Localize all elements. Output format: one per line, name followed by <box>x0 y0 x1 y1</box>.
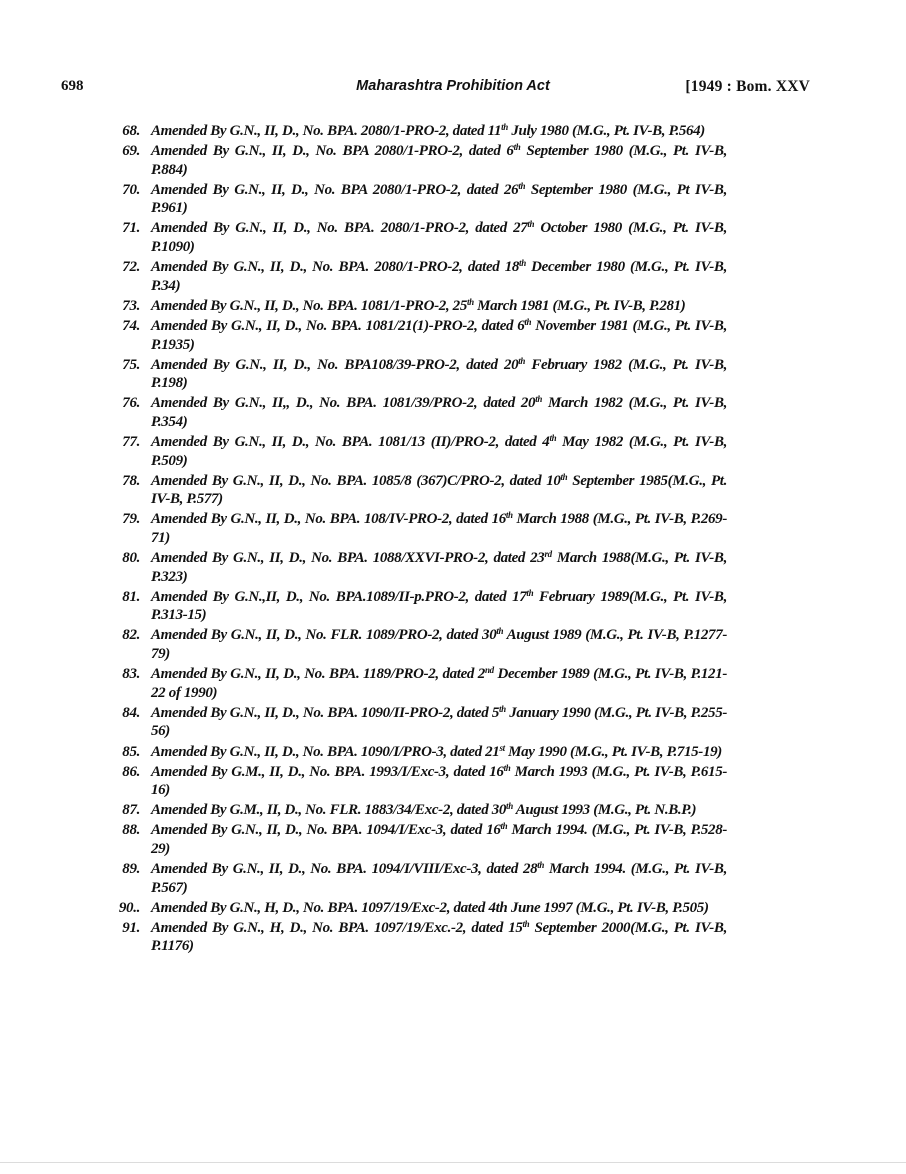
note-number: 91. <box>122 919 140 936</box>
note-text-main: Amended By G.N., II, D., No. FLR. 1089/PRO-2, dated 30 <box>151 627 497 644</box>
ordinal-suffix: th <box>526 587 534 598</box>
note-text <box>151 763 727 800</box>
note-text-main: Amended By G.N., H, D., No. BPA. 1097/19/Exc-2, dated 4th June 1997 (M.G., Pt. IV-B, P.505) <box>151 899 709 916</box>
running-title: Maharashtra Prohibition Act <box>356 78 550 94</box>
note-number: 71. <box>122 220 140 237</box>
note-text <box>151 919 727 956</box>
note-text-main: Amended By G.N., II, D., No. BPA. 1081/21(1)-PRO-2, dated 6 <box>151 317 525 334</box>
amendment-note <box>0 549 906 586</box>
amendment-note <box>0 181 906 218</box>
amendment-note <box>0 142 906 179</box>
note-text-main: Amended By G.N., II, D., No. BPA. 1094/I/VIII/Exc-3, dated 28 <box>151 861 538 878</box>
note-number: 74. <box>122 317 140 334</box>
ordinal-suffix: st <box>499 742 505 753</box>
ordinal-suffix: th <box>537 860 545 871</box>
ordinal-suffix: th <box>513 142 521 153</box>
amendment-note <box>0 743 906 762</box>
ordinal-suffix: th <box>527 219 535 230</box>
note-number: 82. <box>122 627 140 644</box>
note-number: 88. <box>122 822 140 839</box>
ordinal-suffix: th <box>500 821 508 832</box>
note-text-main: Amended By G.N., II, D., No. BPA. 1094/I/Exc-3, dated 16 <box>151 822 501 839</box>
note-text-rest: November 1981 (M.G., Pt. IV-B, P.1935) <box>151 317 727 353</box>
amendment-note <box>0 356 906 393</box>
note-text-rest: March 1982 (M.G., Pt. IV-B, P.354) <box>151 395 727 430</box>
note-text-main: Amended By G.N., II, D., No. BPA. 1085/8 (367)C/PRO-2, dated 10 <box>151 472 561 489</box>
note-number: 83. <box>122 666 140 683</box>
note-text-main: Amended By G.N., II, D., No. BPA. 1081/13 (II)/PRO-2, dated 4 <box>151 434 550 450</box>
note-text <box>151 394 727 431</box>
note-text-main: Amended By G.N., II, D., No. BPA. 2080/1-PRO-2, dated 27 <box>151 220 528 237</box>
note-number: 70. <box>122 181 140 198</box>
ordinal-suffix: th <box>519 258 526 269</box>
note-number: 86. <box>122 763 140 780</box>
note-text-rest: February 1989(M.G., Pt. IV-B, P.313-15) <box>151 588 727 624</box>
page-header <box>0 78 906 102</box>
note-text-rest: September 1980 (M.G., Pt. IV-B, P.884) <box>151 143 727 178</box>
note-number: 85. <box>122 743 140 760</box>
note-number: 84. <box>122 704 140 721</box>
note-text-rest: March 1994. (M.G., Pt. IV-B, P.567) <box>151 861 727 896</box>
amendment-note <box>0 801 906 820</box>
ordinal-suffix: th <box>524 316 532 327</box>
note-text-rest: May 1982 (M.G., Pt. IV-B, P.509) <box>151 434 728 469</box>
act-reference: [1949 : Bom. XXV <box>685 78 810 95</box>
note-text <box>151 743 727 762</box>
note-text-rest: October 1980 (M.G., Pt. IV-B, P.1090) <box>151 220 727 256</box>
amendment-note <box>0 899 906 918</box>
amendment-note <box>0 317 906 354</box>
note-text <box>151 181 727 218</box>
note-text-rest: March 1981 (M.G., Pt. IV-B, P.281) <box>473 297 686 314</box>
ordinal-suffix: th <box>535 394 543 405</box>
note-number: 89. <box>122 861 140 878</box>
page-bottom-edge <box>0 1162 906 1163</box>
amendment-note <box>0 122 906 141</box>
amendment-note <box>0 394 906 431</box>
amendment-note <box>0 919 906 956</box>
amendment-note <box>0 704 906 741</box>
amendment-note <box>0 433 906 470</box>
note-text-main: Amended By G.N., II, D., No. BPA. 2080/1-PRO-2, dated 18 <box>151 259 520 276</box>
note-text-main: Amended By G.N., II,, D., No. BPA. 1081/39/PRO-2, dated 20 <box>151 395 536 412</box>
note-text <box>151 626 727 663</box>
note-number: 76. <box>122 395 140 412</box>
note-number: 69. <box>122 143 140 160</box>
note-text-main: Amended By G.N., II, D., No. BPA. 1090/I/PRO-3, dated 21 <box>151 743 500 760</box>
page-number: 698 <box>61 78 84 94</box>
note-number: 87. <box>122 802 140 819</box>
note-text-main: Amended By G.N., II, D., No. BPA. 1081/1-PRO-2, 25 <box>151 297 467 314</box>
note-text <box>151 588 727 625</box>
note-text-main: Amended By G.N., II, D., No. BPA. 1090/II-PRO-2, dated 5 <box>151 704 499 721</box>
note-text-rest: July 1980 (M.G., Pt. IV-B, P.564) <box>507 123 705 139</box>
note-text-main: Amended By G.N., II, D., No. BPA 2080/1-PRO-2, dated 6 <box>151 143 514 160</box>
note-text-rest: December 1980 (M.G., Pt. IV-B, P.34) <box>151 259 727 294</box>
note-number: 79. <box>122 511 140 528</box>
note-number: 73. <box>122 297 140 314</box>
note-text-main: Amended By G.N.,II, D., No. BPA.1089/II-p.PRO-2, dated 17 <box>151 588 527 605</box>
note-text-main: Amended By G.N., II, D., No. BPA108/39-PRO-2, dated 20 <box>151 356 519 373</box>
note-text <box>151 472 727 509</box>
amendment-note <box>0 626 906 663</box>
note-text <box>151 317 727 354</box>
note-text-rest: March 1988(M.G., Pt. IV-B, P.323) <box>151 550 727 585</box>
note-text <box>151 665 727 702</box>
note-text <box>151 899 727 918</box>
note-text-rest: March 1994. (M.G., Pt. IV-B, P.528-29) <box>151 822 727 857</box>
note-text <box>151 510 727 547</box>
note-text-rest: September 1980 (M.G., Pt IV-B, P.961) <box>151 181 727 217</box>
note-text-rest: May 1990 (M.G., Pt. IV-B, P.715-19) <box>504 743 722 760</box>
ordinal-suffix: th <box>496 626 504 637</box>
note-text-main: Amended By G.N., II, D., No. BPA. 1088/XXVI-PRO-2, dated 23 <box>151 550 545 567</box>
amendment-note <box>0 665 906 702</box>
note-text-rest: February 1982 (M.G., Pt. IV-B, P.198) <box>151 356 728 392</box>
amendment-note <box>0 258 906 295</box>
note-text-rest: September 1985(M.G., Pt. IV-B, P.577) <box>151 472 727 508</box>
note-text <box>151 219 727 256</box>
amendment-note <box>0 821 906 858</box>
ordinal-suffix: th <box>466 296 474 307</box>
note-text-rest: March 1993 (M.G., Pt. IV-B, P.615-16) <box>151 763 727 799</box>
note-number: 72. <box>122 259 140 276</box>
ordinal-suffix: th <box>522 918 530 929</box>
note-text-rest: September 2000(M.G., Pt. IV-B, P.1176) <box>151 919 727 955</box>
note-text <box>151 821 727 858</box>
note-text-main: Amended By G.N., II, D., No. BPA. 1189/PRO-2, dated 2 <box>151 666 485 683</box>
note-number: 80. <box>122 550 140 567</box>
note-text-main: Amended By G.N., II, D., No. BPA. 2080/1-PRO-2, dated 11 <box>151 123 502 139</box>
amendment-note <box>0 472 906 509</box>
note-text <box>151 549 727 586</box>
ordinal-suffix: th <box>501 122 508 132</box>
note-text-rest: December 1989 (M.G., Pt. IV-B, P.121-22 of 1990) <box>151 666 727 701</box>
note-text <box>151 356 727 393</box>
ordinal-suffix: th <box>518 180 526 191</box>
note-number: 75. <box>122 356 140 373</box>
note-number: 77. <box>122 434 140 450</box>
ordinal-suffix: th <box>506 801 513 812</box>
note-text <box>151 704 727 741</box>
note-text <box>151 297 727 316</box>
note-number: 68. <box>122 123 140 139</box>
ordinal-suffix: th <box>518 355 526 366</box>
note-number: 81. <box>122 588 140 605</box>
note-text-main: Amended By G.M., II, D., No. BPA. 1993/I/Exc-3, dated 16 <box>151 763 504 780</box>
note-number: 78. <box>122 472 140 489</box>
note-text <box>151 142 727 179</box>
note-text-main: Amended By G.M., II, D., No. FLR. 1883/34/Exc-2, dated 30 <box>151 802 507 819</box>
note-text <box>151 860 727 897</box>
amendment-notes-list <box>0 122 906 958</box>
ordinal-suffix: nd <box>484 665 494 676</box>
amendment-note <box>0 510 906 547</box>
note-text <box>151 433 727 470</box>
note-text <box>151 258 727 295</box>
amendment-note <box>0 297 906 316</box>
ordinal-suffix: th <box>505 510 513 521</box>
note-number: 90.. <box>118 899 140 916</box>
note-text-main: Amended By G.N., II, D., No. BPA 2080/1-PRO-2, dated 26 <box>151 181 519 198</box>
note-text-main: Amended By G.N., H, D., No. BPA. 1097/19/Exc.-2, dated 15 <box>151 919 523 936</box>
amendment-note <box>0 860 906 897</box>
amendment-note <box>0 219 906 256</box>
ordinal-suffix: th <box>498 703 506 714</box>
note-text-rest: August 1993 (M.G., Pt. N.B.P.) <box>512 802 697 819</box>
ordinal-suffix: rd <box>544 549 552 560</box>
ordinal-suffix: th <box>560 471 568 482</box>
note-text-rest: August 1989 (M.G., Pt. IV-B, P.1277-79) <box>151 627 727 663</box>
amendment-note <box>0 588 906 625</box>
note-text-rest: January 1990 (M.G., Pt. IV-B, P.255-56) <box>151 704 727 740</box>
ordinal-suffix: th <box>503 762 511 773</box>
amendment-note <box>0 763 906 800</box>
note-text <box>151 801 727 820</box>
ordinal-suffix: th <box>549 433 557 443</box>
note-text-main: Amended By G.N., II, D., No. BPA. 108/IV-PRO-2, dated 16 <box>151 511 506 528</box>
note-text <box>151 122 727 141</box>
note-text-rest: March 1988 (M.G., Pt. IV-B, P.269-71) <box>151 511 727 546</box>
